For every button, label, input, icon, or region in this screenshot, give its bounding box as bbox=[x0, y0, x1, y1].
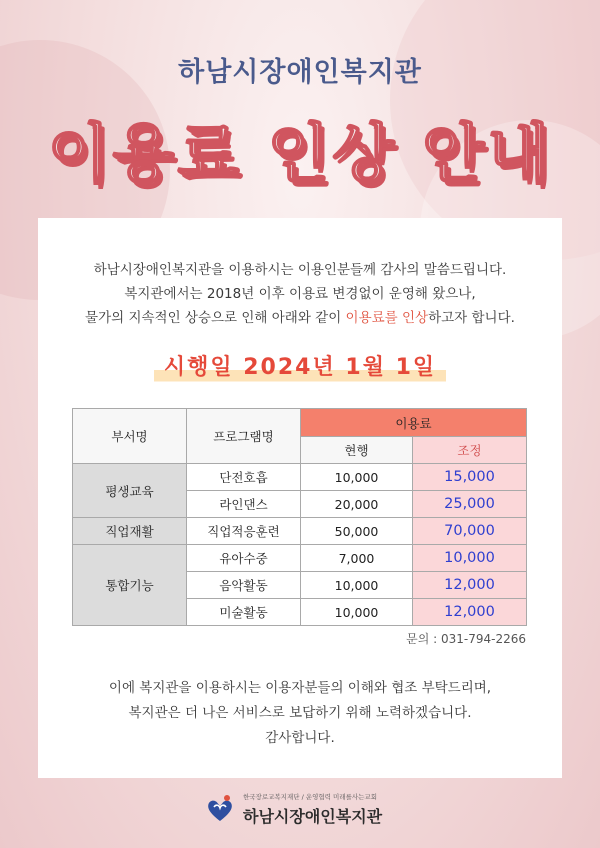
closing-text bbox=[38, 676, 562, 751]
current-fee-cell: 10,000 bbox=[301, 572, 413, 599]
table-row bbox=[73, 464, 527, 491]
header-current: 현행 bbox=[301, 437, 413, 464]
org-title: 하남시장애인복지관 bbox=[178, 57, 422, 88]
adjusted-fee-cell: 10,000 bbox=[413, 545, 527, 572]
effective-date-wrap bbox=[38, 350, 562, 383]
closing-line: 이에 복지관을 이용하시는 이용자분들의 이해와 협조 부탁드리며, bbox=[108, 680, 492, 696]
current-fee-cell: 20,000 bbox=[301, 491, 413, 518]
department-cell: 평생교육 bbox=[73, 464, 187, 518]
current-fee-cell: 50,000 bbox=[301, 518, 413, 545]
fee-table bbox=[72, 408, 527, 626]
program-cell: 유아수중 bbox=[187, 545, 301, 572]
intro-text-part: 물가의 지속적인 상승으로 인해 아래와 같이 bbox=[85, 310, 346, 326]
closing-line: 감사합니다. bbox=[265, 730, 335, 746]
effective-date: 시행일 2024년 1월 1일 bbox=[154, 350, 446, 383]
footer-org-name: 하남시장애인복지관 bbox=[243, 807, 383, 826]
intro-text bbox=[38, 258, 562, 330]
program-cell: 미술활동 bbox=[187, 599, 301, 626]
intro-line: 하남시장애인복지관을 이용하시는 이용인분들께 감사의 말씀드립니다. bbox=[93, 262, 507, 278]
org-logo-icon bbox=[205, 794, 235, 824]
notice-card bbox=[38, 218, 562, 778]
closing-line: 복지관은 더 나은 서비스로 보답하기 위해 노력하겠습니다. bbox=[128, 705, 472, 721]
current-fee-cell: 10,000 bbox=[301, 464, 413, 491]
header-program: 프로그램명 bbox=[187, 409, 301, 464]
intro-line: 복지관에서는 2018년 이후 이용료 변경없이 운영해 왔으나, bbox=[124, 286, 476, 302]
current-fee-cell: 7,000 bbox=[301, 545, 413, 572]
contact-info: 문의 : 031-794-2266 bbox=[406, 632, 526, 646]
department-cell: 통합기능 bbox=[73, 545, 187, 626]
program-cell: 음악활동 bbox=[187, 572, 301, 599]
header-fee: 이용료 bbox=[301, 409, 527, 437]
program-cell: 직업적응훈련 bbox=[187, 518, 301, 545]
adjusted-fee-cell: 12,000 bbox=[413, 599, 527, 626]
program-cell: 단전호흡 bbox=[187, 464, 301, 491]
table-row bbox=[73, 545, 527, 572]
footer-logo bbox=[205, 790, 465, 830]
footer-affiliation: 한국장로교복지재단 / 운영협력 미래를사는교회 bbox=[243, 793, 377, 801]
adjusted-fee-cell: 15,000 bbox=[413, 464, 527, 491]
intro-line bbox=[38, 306, 562, 330]
intro-text-part: 하고자 합니다. bbox=[428, 310, 515, 326]
header-adjusted: 조정 bbox=[413, 437, 527, 464]
table-row bbox=[73, 518, 527, 545]
intro-highlight: 이용료를 인상 bbox=[345, 310, 429, 326]
department-cell: 직업재활 bbox=[73, 518, 187, 545]
header-department: 부서명 bbox=[73, 409, 187, 464]
page-title: 이용료 인상 안내 bbox=[47, 118, 553, 192]
current-fee-cell: 10,000 bbox=[301, 599, 413, 626]
adjusted-fee-cell: 12,000 bbox=[413, 572, 527, 599]
adjusted-fee-cell: 25,000 bbox=[413, 491, 527, 518]
program-cell: 라인댄스 bbox=[187, 491, 301, 518]
adjusted-fee-cell: 70,000 bbox=[413, 518, 527, 545]
